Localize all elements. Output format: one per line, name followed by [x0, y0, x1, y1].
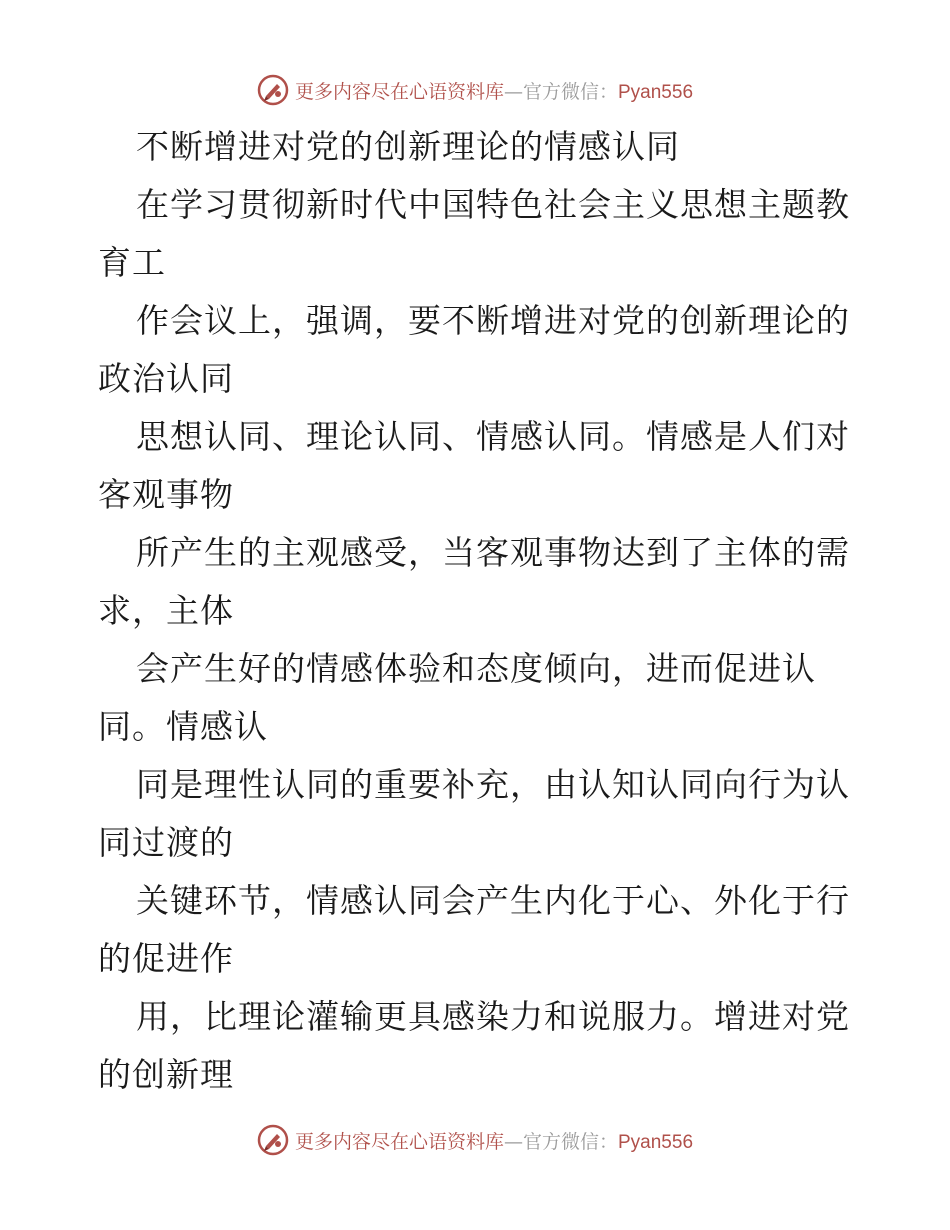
text-line: 的创新理: [98, 1055, 234, 1094]
footer-banner: [0, 1120, 950, 1160]
header-banner-wechat-id: Pyan556: [618, 81, 694, 103]
text-line: 同过渡的: [98, 823, 234, 862]
header-banner-dash: —: [503, 80, 523, 103]
header-banner-wechat-label: 官方微信：: [522, 80, 618, 103]
text-line: 作会议上，强调，要不断增进对党的创新理论的: [136, 301, 850, 340]
header-banner: [0, 70, 950, 110]
footer-banner-title: 更多内容尽在心语资料库: [294, 1130, 504, 1153]
text-line: 不断增进对党的创新理论的情感认同: [136, 127, 680, 166]
text-line: 的促进作: [98, 939, 234, 978]
pen-logo-icon: [257, 74, 289, 106]
header-banner-title: 更多内容尽在心语资料库: [294, 80, 504, 103]
pen-logo-icon: [257, 1124, 289, 1156]
text-line: 同是理性认同的重要补充，由认知认同向行为认: [136, 765, 850, 804]
text-line: 求，主体: [98, 591, 234, 630]
text-line: 育工: [98, 243, 166, 282]
footer-banner-dash: —: [503, 1130, 523, 1153]
text-line: 思想认同、理论认同、情感认同。情感是人们对: [136, 417, 850, 456]
text-line: 所产生的主观感受，当客观事物达到了主体的需: [136, 533, 850, 572]
text-line: 用，比理论灌输更具感染力和说服力。增进对党: [136, 997, 850, 1036]
text-line: 在学习贯彻新时代中国特色社会主义思想主题教: [136, 185, 850, 224]
text-line: 关键环节，情感认同会产生内化于心、外化于行: [136, 881, 850, 920]
text-line: 客观事物: [98, 475, 234, 514]
document-body: [0, 118, 950, 1104]
text-line: 同。情感认: [98, 707, 268, 746]
footer-banner-wechat-id: Pyan556: [618, 1131, 694, 1153]
header-banner-text: [295, 77, 693, 104]
footer-banner-text: [295, 1127, 693, 1154]
text-line: 政治认同: [98, 359, 234, 398]
text-line: 会产生好的情感体验和态度倾向，进而促进认: [136, 649, 816, 688]
footer-banner-wechat-label: 官方微信：: [522, 1130, 618, 1153]
